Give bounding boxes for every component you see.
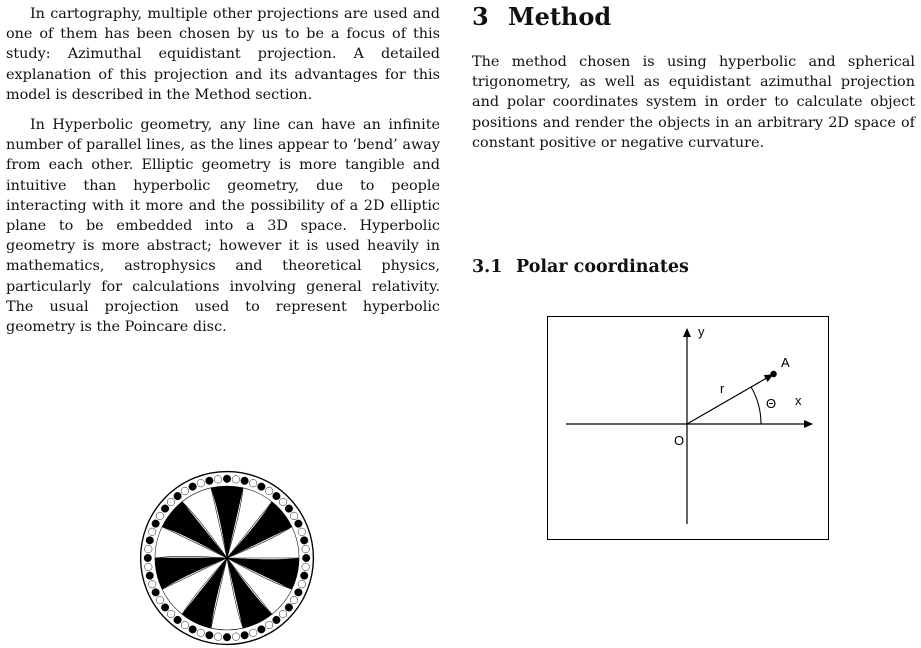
disc-rim-cell bbox=[181, 487, 189, 495]
poincare-disc-figure bbox=[137, 468, 317, 648]
disc-rim-cell bbox=[295, 520, 303, 528]
disc-rim-cell bbox=[152, 589, 160, 597]
disc-rim-cell bbox=[214, 633, 222, 641]
method-text: The method chosen is using hyperbolic and spherical trigonometry, as well as equidistant azimuthal projection and polar coordinates system in order to calculate object positions and render the objects in an arbitrary 2D space of constant positive or negative curvature. bbox=[472, 54, 915, 151]
disc-rim-cell bbox=[156, 512, 164, 520]
paragraph-cartography: In cartography, multiple other projections are used and one of them has been chosen by us to be a focus of this study: Azimuthal equidistant projection. A detailed explanation of this projection and its advantages for this model is described in the Method section. bbox=[6, 6, 440, 103]
radius-vector bbox=[687, 375, 773, 424]
disc-rim-cell bbox=[197, 629, 205, 637]
disc-rim-cell bbox=[197, 479, 205, 487]
point-a bbox=[770, 371, 776, 377]
disc-rim-cell bbox=[273, 616, 281, 624]
disc-rim-cell bbox=[167, 610, 175, 618]
disc-rim-cell bbox=[298, 580, 306, 588]
section-heading bbox=[472, 2, 611, 32]
disc-rim-cell bbox=[302, 554, 310, 562]
disc-rim-cell bbox=[167, 498, 175, 506]
disc-rim-cell bbox=[206, 631, 214, 639]
disc-rim-cell bbox=[279, 610, 287, 618]
disc-rim-cell bbox=[145, 563, 153, 571]
subsection-number: 3.1 bbox=[472, 257, 503, 277]
polar-coordinates-figure bbox=[547, 316, 829, 540]
y-axis-label: y bbox=[698, 324, 705, 339]
disc-rim-cell bbox=[295, 589, 303, 597]
disc-rim-cell bbox=[249, 479, 257, 487]
disc-rim-cell bbox=[290, 596, 298, 604]
disc-rim-cell bbox=[161, 505, 169, 513]
disc-rim-cell bbox=[145, 545, 153, 553]
disc-rim-cell bbox=[156, 596, 164, 604]
section-title: Method bbox=[508, 2, 612, 31]
disc-rim-cell bbox=[241, 477, 249, 485]
method-paragraph bbox=[472, 52, 915, 153]
disc-rim-cell bbox=[144, 554, 152, 562]
disc-rim-cell bbox=[146, 572, 154, 580]
disc-rim-cell bbox=[174, 492, 182, 500]
x-axis-label: x bbox=[795, 393, 802, 408]
angle-arc bbox=[751, 387, 761, 424]
disc-rim-cell bbox=[223, 475, 231, 483]
polar-diagram bbox=[548, 317, 830, 541]
disc-rim-cell bbox=[206, 477, 214, 485]
angle-label: Θ bbox=[766, 396, 777, 411]
disc-rim-cell bbox=[302, 563, 310, 571]
disc-rim-cell bbox=[189, 626, 197, 634]
disc-rim-cell bbox=[146, 537, 154, 545]
origin-label: O bbox=[674, 433, 685, 448]
disc-rim-cell bbox=[285, 604, 293, 612]
disc-rim-cell bbox=[189, 483, 197, 491]
subsection-heading bbox=[472, 256, 689, 278]
radius-label: r bbox=[720, 381, 725, 396]
disc-rim-cell bbox=[181, 621, 189, 629]
subsection-title: Polar coordinates bbox=[516, 257, 689, 277]
disc-rim-cell bbox=[285, 505, 293, 513]
disc-rim-cell bbox=[223, 633, 231, 641]
disc-rim-cell bbox=[152, 520, 160, 528]
disc-rim-cell bbox=[232, 633, 240, 641]
disc-rim-cell bbox=[249, 629, 257, 637]
disc-rim-cell bbox=[273, 492, 281, 500]
left-column bbox=[6, 4, 440, 347]
disc-rim-cell bbox=[214, 476, 222, 484]
disc-rim-cell bbox=[300, 572, 308, 580]
disc-rim-cell bbox=[265, 487, 273, 495]
disc-rim-cell bbox=[290, 512, 298, 520]
disc-rim-cell bbox=[148, 580, 156, 588]
section-number: 3 bbox=[472, 2, 489, 31]
disc-rim-cell bbox=[161, 604, 169, 612]
disc-rim-cell bbox=[241, 631, 249, 639]
disc-rim-cell bbox=[258, 483, 266, 491]
point-a-label: A bbox=[781, 355, 790, 370]
disc-rim-cell bbox=[300, 537, 308, 545]
disc-rim-cell bbox=[302, 545, 310, 553]
disc-rim-cell bbox=[258, 626, 266, 634]
disc-rim-cell bbox=[265, 621, 273, 629]
disc-rim-cell bbox=[174, 616, 182, 624]
disc-rim-cell bbox=[232, 476, 240, 484]
disc-rim-cell bbox=[279, 498, 287, 506]
disc-rim-cell bbox=[298, 528, 306, 536]
disc-rim-cell bbox=[148, 528, 156, 536]
paragraph-hyperbolic: In Hyperbolic geometry, any line can have an infinite number of parallel lines, as the lines appear to ‘bend’ away from each other. Elliptic geometry is more tangible and intuitive than hyperbolic geometry, due to people interacting with it more and the possibility of a 2D elliptic plane to be embedded into a 3D space. Hyperbolic geometry is more abstract; however it is used heavily in mathematics, astrophysics and theoretical physics, particularly for calculations involving general relativity. The usual projection used to represent hyperbolic geometry is the Poincare disc. bbox=[6, 117, 440, 336]
